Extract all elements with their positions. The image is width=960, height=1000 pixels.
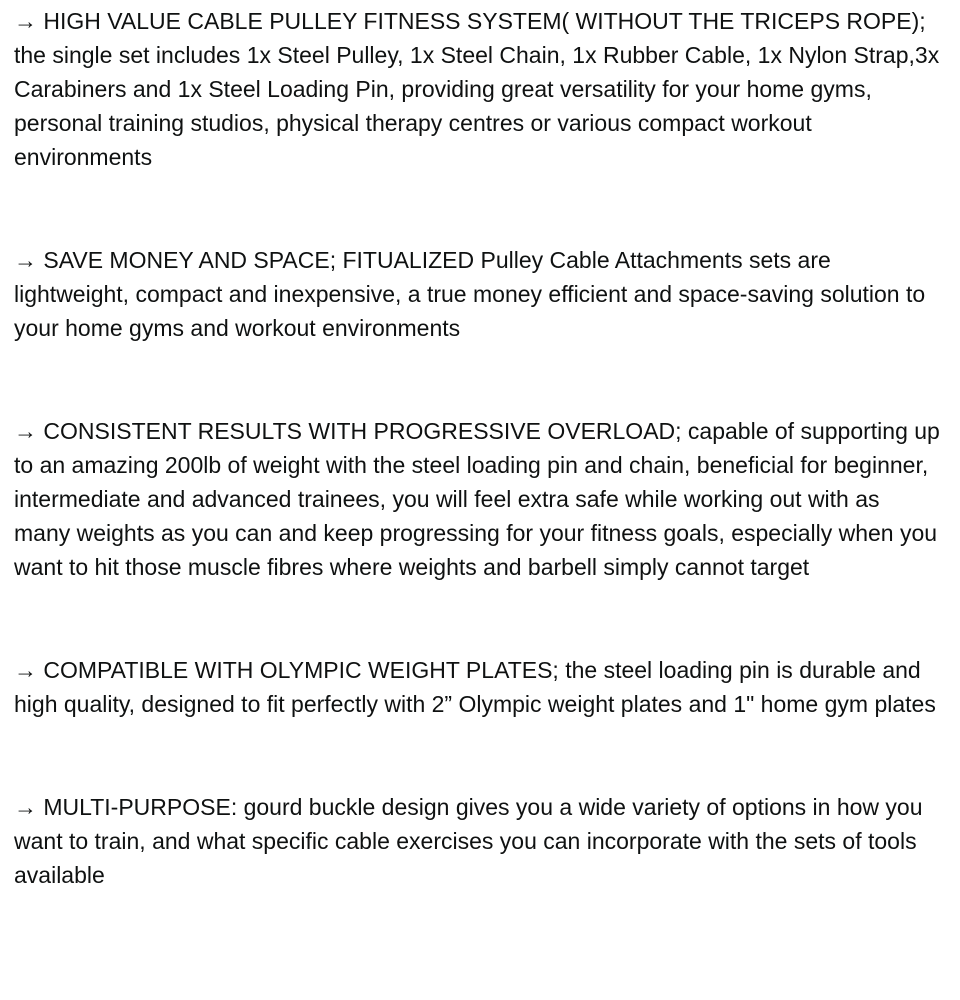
bullet-text: MULTI-PURPOSE: gourd buckle design gives you a wide variety of options in how you want to train, and what specific cable exercises you can incorporate with the sets of tools available: [14, 794, 923, 888]
bullet-text: SAVE MONEY AND SPACE; FITUALIZED Pulley Cable Attachments sets are lightweight, compact and inexpensive, a true money efficient and space-saving solution to your home gyms and workout environments: [14, 247, 926, 341]
bullet-text: COMPATIBLE WITH OLYMPIC WEIGHT PLATES; the steel loading pin is durable and high quality, designed to fit perfectly with 2” Olympic weight plates and 1" home gym plates: [14, 657, 936, 717]
feature-bullet: [14, 243, 942, 345]
arrow-bullet-icon: →: [14, 418, 37, 444]
arrow-bullet-icon: →: [14, 794, 37, 820]
feature-bullet: [14, 414, 942, 584]
bullet-text: HIGH VALUE CABLE PULLEY FITNESS SYSTEM( WITHOUT THE TRICEPS ROPE); the single set includes 1x Steel Pulley, 1x Steel Chain, 1x Rubber Cable, 1x Nylon Strap,3x Carabiners and 1x Steel Loading Pin, providing great versatility for your home gyms, personal training studios, physical therapy centres or various compact workout environments: [14, 8, 940, 170]
arrow-bullet-icon: →: [14, 8, 37, 34]
feature-bullet: [14, 653, 942, 721]
feature-bullet: [14, 4, 942, 174]
arrow-bullet-icon: →: [14, 247, 37, 273]
feature-bullet: [14, 790, 942, 892]
arrow-bullet-icon: →: [14, 657, 37, 683]
bullet-text: CONSISTENT RESULTS WITH PROGRESSIVE OVERLOAD; capable of supporting up to an amazing 200lb of weight with the steel loading pin and chain, beneficial for beginner, intermediate and advanced trainees, you will feel extra safe while working out with as many weights as you can and keep progressing for your fitness goals, especially when you want to hit those muscle fibres where weights and barbell simply cannot target: [14, 418, 940, 580]
